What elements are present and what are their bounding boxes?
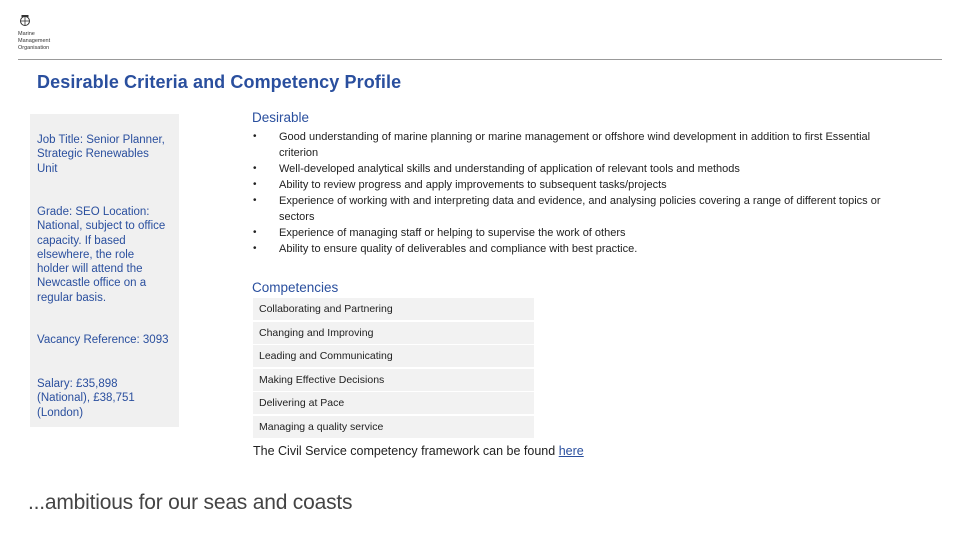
- header-divider: [18, 59, 942, 60]
- table-row: Delivering at Pace: [253, 392, 534, 414]
- table-row: Collaborating and Partnering: [253, 298, 534, 320]
- competencies-heading: Competencies: [252, 280, 339, 295]
- mmo-logo: [18, 14, 68, 52]
- framework-note: [253, 444, 584, 458]
- logo-text: Marine Management Organisation: [18, 31, 51, 51]
- list-item: • Experience of working with and interpreting data and evidence, and analysing policies covering a range of different topics or sectors: [253, 193, 903, 225]
- desirable-heading: Desirable: [252, 110, 310, 125]
- job-title: Job Title: Senior Planner, Strategic Renewables Unit: [37, 134, 165, 175]
- job-info-panel: [30, 114, 179, 427]
- competencies-table: [253, 298, 534, 439]
- desirable-list: [253, 129, 903, 257]
- table-row: Making Effective Decisions: [253, 369, 534, 391]
- list-item: • Ability to ensure quality of deliverables and compliance with best practice.: [253, 241, 903, 257]
- tagline: ...ambitious for our seas and coasts: [28, 491, 353, 514]
- table-row: Leading and Communicating: [253, 345, 534, 367]
- framework-link[interactable]: here: [558, 444, 584, 458]
- table-row: Managing a quality service: [253, 416, 534, 438]
- list-item: • Ability to review progress and apply improvements to subsequent tasks/projects: [253, 177, 903, 193]
- framework-note-text: The Civil Service competency framework can be found: [253, 444, 559, 458]
- list-item: • Well-developed analytical skills and understanding of application of relevant tools and methods: [253, 161, 903, 177]
- vacancy-reference: Vacancy Reference: 3093: [37, 334, 169, 346]
- table-row: Changing and Improving: [253, 322, 534, 344]
- salary: Salary: £35,898 (National), £38,751 (London): [37, 378, 135, 419]
- list-item: • Experience of managing staff or helping to supervise the work of others: [253, 225, 903, 241]
- list-item: • Good understanding of marine planning or marine management or offshore wind development in addition to first Essential criterion: [253, 129, 903, 161]
- grade-location: Grade: SEO Location: National, subject to office capacity. If based elsewhere, the role holder will attend the Newcastle office on a regular basis.: [37, 206, 166, 304]
- page-title: Desirable Criteria and Competency Profile: [37, 72, 402, 92]
- royal-crest-icon: [18, 14, 32, 28]
